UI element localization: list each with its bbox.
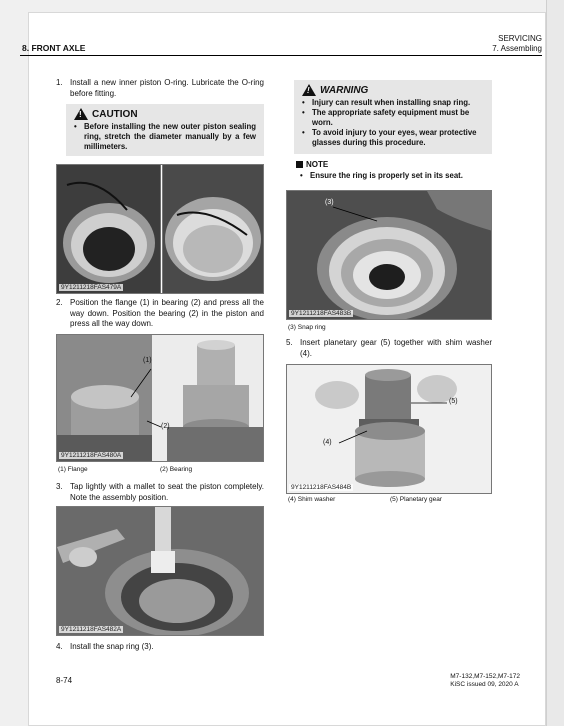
callout-2: (2) bbox=[161, 423, 170, 430]
piston-photo-illustration bbox=[57, 165, 264, 294]
viewer-edge bbox=[546, 0, 564, 726]
header-right bbox=[492, 34, 542, 54]
step-text: Insert planetary gear (5) together with shim washer (4). bbox=[300, 338, 492, 358]
step-number: 4. bbox=[56, 642, 63, 651]
header-subsection: 7. Assembling bbox=[492, 44, 542, 53]
figure-code: 9Y1211218FAS482A bbox=[61, 626, 122, 633]
figure-flange-bearing bbox=[56, 334, 264, 462]
footer-issue: KiSC issued 09, 2020 A bbox=[450, 681, 519, 688]
step-number: 3. bbox=[56, 482, 63, 491]
callout-1: (1) bbox=[143, 357, 152, 364]
callout-4: (4) bbox=[323, 439, 332, 446]
step-1 bbox=[56, 78, 264, 100]
step-2 bbox=[56, 298, 264, 332]
step-number: 1. bbox=[56, 78, 63, 87]
footer-info bbox=[450, 673, 520, 689]
step-3 bbox=[56, 482, 264, 504]
caution-heading bbox=[74, 108, 256, 120]
figure-code: 9Y1211218FAS480A bbox=[61, 452, 122, 459]
bearing-photo-illustration bbox=[57, 335, 264, 462]
note-heading bbox=[296, 160, 492, 169]
figure-code: 9Y1211218FAS484B bbox=[291, 484, 352, 491]
note-square-icon bbox=[296, 161, 303, 168]
figure-planetary-gear bbox=[286, 364, 492, 494]
mallet-photo-illustration bbox=[57, 507, 264, 636]
callout-5: (5) bbox=[449, 398, 458, 405]
step-4 bbox=[56, 642, 264, 654]
step-text: Position the flange (1) in bearing (2) and press all the way down. Position the bearing (2) in the piston and press all the way down. bbox=[70, 298, 264, 328]
note-title: NOTE bbox=[306, 160, 329, 169]
step-5 bbox=[286, 338, 492, 360]
step-text: Install the snap ring (3). bbox=[70, 642, 154, 651]
caution-box bbox=[66, 104, 264, 156]
warning-triangle-icon bbox=[74, 108, 88, 120]
figure-code: 9Y1211218FAS483B bbox=[291, 310, 352, 317]
caption-snap-ring: (3) Snap ring bbox=[288, 324, 326, 331]
warning-box bbox=[294, 80, 492, 154]
figure-code: 9Y1211218FAS479A bbox=[61, 284, 122, 291]
figure-snap-ring bbox=[286, 190, 492, 320]
warning-heading bbox=[302, 84, 484, 96]
section-title: 8. FRONT AXLE bbox=[22, 43, 86, 53]
page-number: 8-74 bbox=[56, 676, 73, 685]
figure-piston-seating bbox=[56, 506, 264, 636]
step-text: Tap lightly with a mallet to seat the piston completely. Note the assembly position. bbox=[70, 482, 264, 502]
note-block bbox=[296, 160, 492, 181]
warning-triangle-icon bbox=[302, 84, 316, 96]
footer-model: M7-132,M7-152,M7-172 bbox=[450, 673, 520, 680]
step-number: 2. bbox=[56, 298, 63, 307]
warning-item: • Injury can result when installing snap ring. bbox=[302, 98, 471, 107]
planetary-gear-photo-illustration bbox=[287, 365, 492, 494]
figure-piston-o-ring bbox=[56, 164, 264, 294]
step-number: 5. bbox=[286, 338, 293, 347]
caption-planetary-gear: (5) Planetary gear bbox=[390, 496, 443, 503]
snap-ring-photo-illustration bbox=[287, 191, 492, 320]
warning-item: • The appropriate safety equipment must be worn. bbox=[302, 108, 470, 127]
caution-item: • Before installing the new outer piston sealing ring, stretch the diameter manually by a few millimeters. bbox=[74, 122, 256, 151]
warning-title: WARNING bbox=[320, 84, 369, 96]
caption-flange: (1) Flange bbox=[58, 466, 88, 473]
caution-title: CAUTION bbox=[92, 108, 138, 120]
warning-item: • To avoid injury to your eyes, wear protective glasses during this procedure. bbox=[302, 128, 477, 147]
note-item: • Ensure the ring is properly set in its seat. bbox=[300, 171, 463, 180]
header-servicing: SERVICING bbox=[498, 34, 542, 43]
caption-shim-washer: (4) Shim washer bbox=[288, 496, 336, 503]
step-text: Install a new inner piston O-ring. Lubricate the O-ring before fitting. bbox=[70, 78, 264, 98]
header-rule bbox=[20, 55, 542, 56]
callout-3: (3) bbox=[325, 199, 334, 206]
caption-bearing: (2) Bearing bbox=[160, 466, 193, 473]
